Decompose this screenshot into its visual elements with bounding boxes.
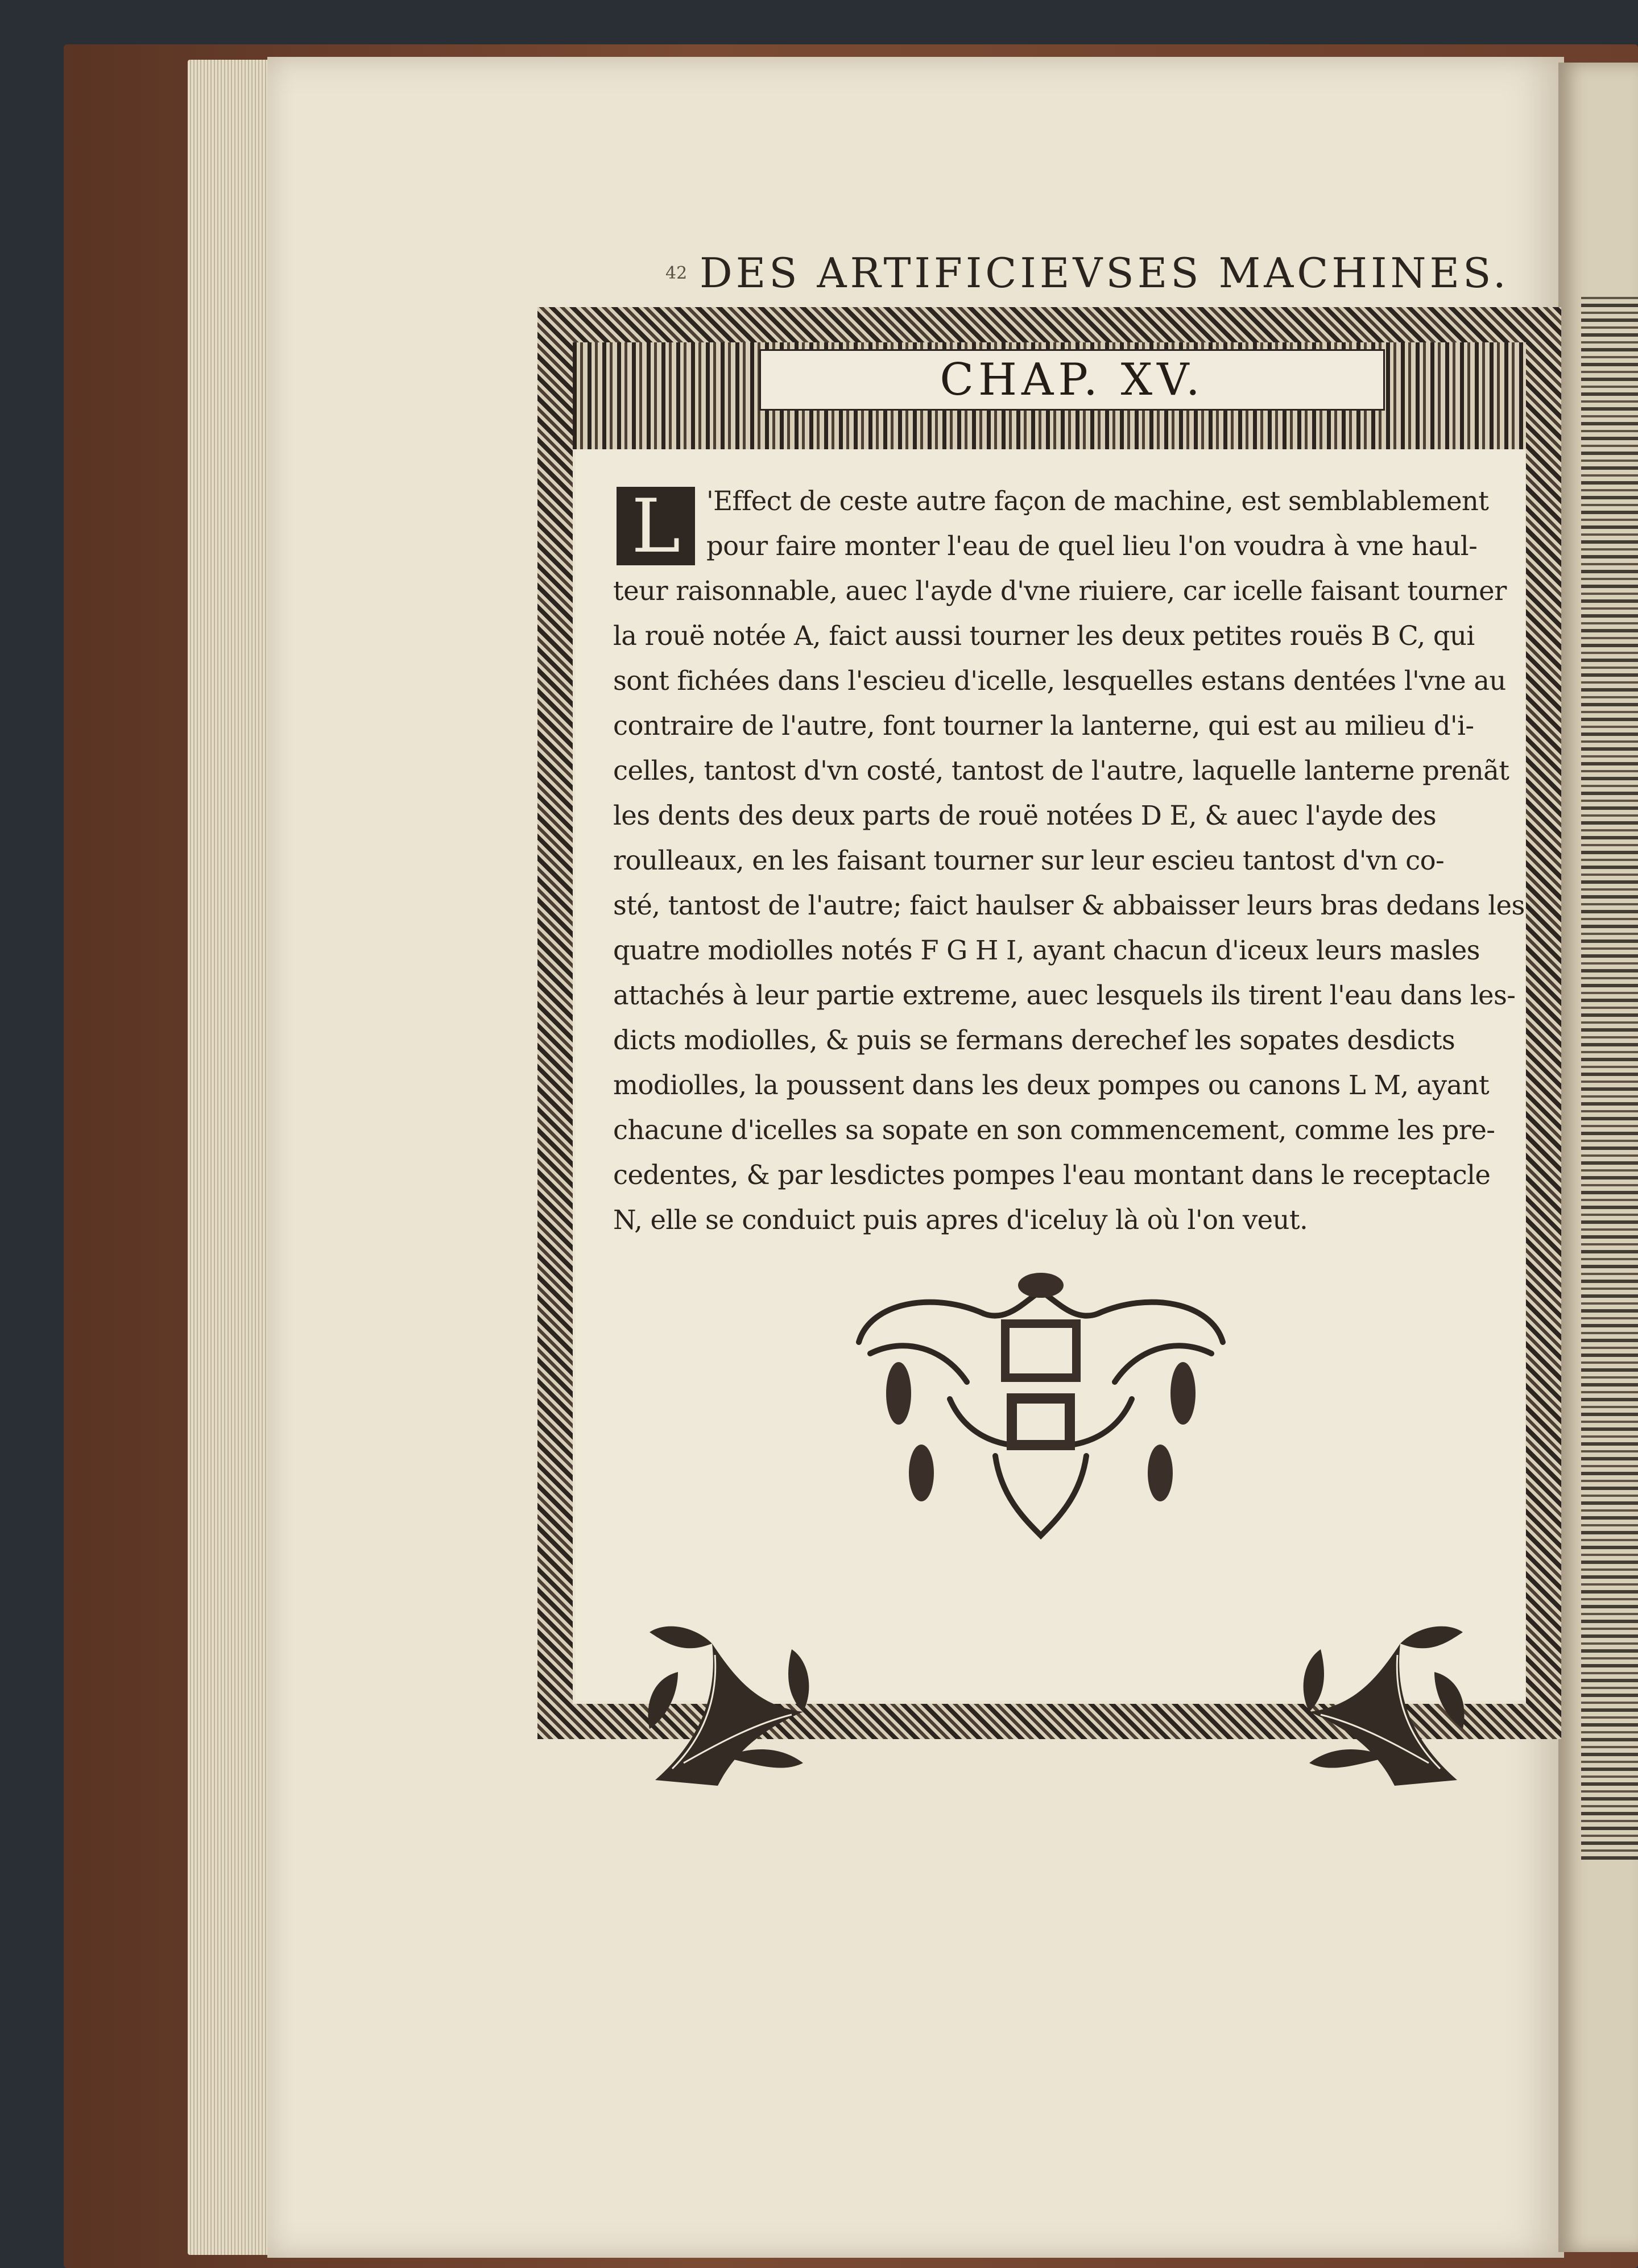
- text-line: contraire de l'autre, font tourner la lanterne, qui est au milieu d'i-: [613, 710, 1474, 741]
- page-number: 42: [665, 263, 688, 283]
- fleuron-left: [632, 1592, 826, 1797]
- text-line: les dents des deux parts de rouë notées D E, & auec l'ayde des: [613, 800, 1437, 831]
- text-line: cedentes, & par lesdictes pompes l'eau montant dans le receptacle: [613, 1160, 1491, 1190]
- text-line: N, elle se conduict puis apres d'iceluy là où l'on veut.: [613, 1205, 1308, 1235]
- chapter-title: CHAP. XV.: [940, 354, 1205, 405]
- text-line: la rouë notée A, faict aussi tourner les deux petites rouës B C, qui: [613, 620, 1475, 651]
- drop-cap: L: [613, 483, 698, 569]
- cartouche-ornament: [836, 1268, 1246, 1564]
- page-edges: [188, 60, 273, 2255]
- text-line: quatre modiolles notés F G H I, ayant chacun d'iceux leurs masles: [613, 935, 1480, 966]
- text-line: chacune d'icelles sa sopate en son commencement, comme les pre-: [613, 1115, 1495, 1145]
- text-line: pour faire monter l'eau de quel lieu l'on voudra à vne haul-: [706, 531, 1478, 561]
- text-line: attachés à leur partie extreme, auec lesquels ils tirent l'eau dans les-: [613, 980, 1516, 1011]
- chapter-title-box: [759, 349, 1385, 411]
- text-line: 'Effect de ceste autre façon de machine, est semblablement: [706, 486, 1489, 516]
- text-line: dicts modiolles, & puis se fermans derechef les sopates desdicts: [613, 1025, 1455, 1056]
- running-head: DES ARTIFICIEVSES MACHINES.: [700, 249, 1509, 297]
- text-line: modiolles, la poussent dans les deux pompes ou canons L M, ayant: [613, 1070, 1490, 1100]
- facing-page-border: [1581, 296, 1638, 1860]
- fleuron-right: [1287, 1592, 1480, 1797]
- text-line: sté, tantost de l'autre; faict haulser & abbaisser leurs bras dedans les: [613, 890, 1525, 921]
- chapter-body: [613, 479, 1523, 1243]
- text-line: roulleaux, en les faisant tourner sur leur escieu tantost d'vn co-: [613, 845, 1445, 876]
- text-line: sont fichées dans l'escieu d'icelle, lesquelles estans dentées l'vne au: [613, 665, 1506, 696]
- text-line: celles, tantost d'vn costé, tantost de l'autre, laquelle lanterne prenãt: [613, 755, 1509, 786]
- text-line: teur raisonnable, auec l'ayde d'vne riuiere, car icelle faisant tourner: [613, 576, 1507, 606]
